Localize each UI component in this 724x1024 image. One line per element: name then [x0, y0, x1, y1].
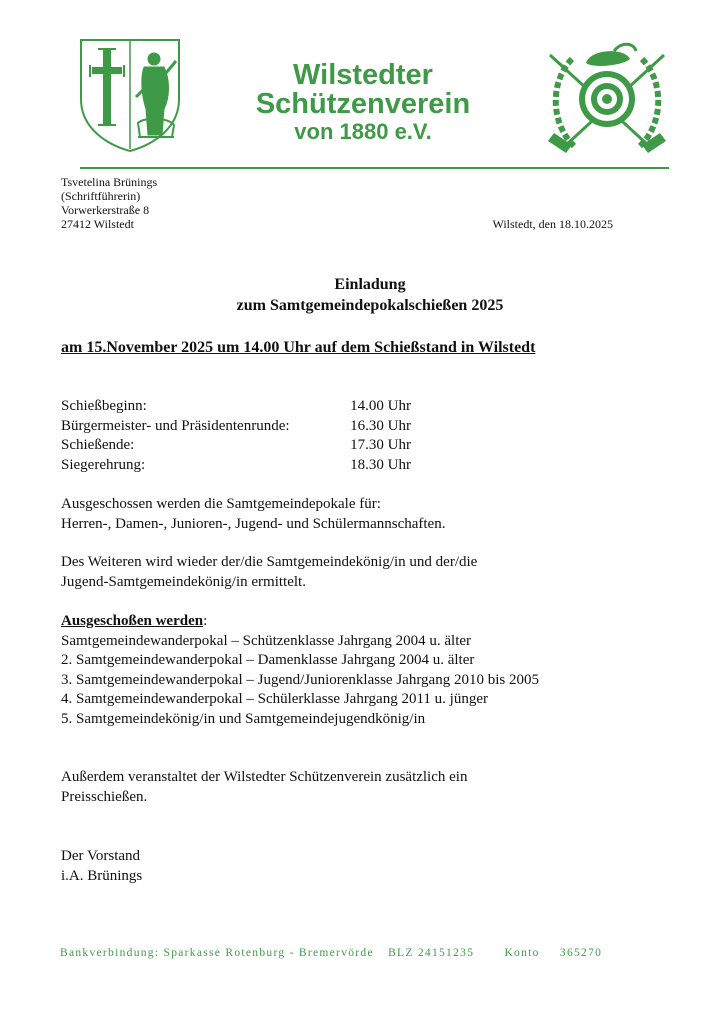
schedule-label: Bürgermeister- und Präsidentenrunde: — [61, 417, 290, 434]
document-subtitle: zum Samtgemeindepokalschießen 2025 — [236, 297, 504, 314]
sender-city: 27412 Wilstedt — [61, 217, 134, 231]
paragraph-koenig — [61, 553, 477, 592]
footer-blz: BLZ 24151235 — [388, 947, 475, 959]
sender-name: Tsvetelina Brünings — [61, 175, 158, 189]
schedule-row — [61, 436, 421, 456]
paragraph-preisschiessen — [61, 768, 467, 807]
footer-account-label: Konto — [504, 947, 540, 959]
schedule-label: Schießende: — [61, 437, 135, 453]
date-line: Wilstedt, den 18.10.2025 — [492, 217, 613, 231]
club-name-line-1: Wilstedter — [293, 59, 433, 91]
paragraph-line: Herren-, Damen-, Junioren-, Jugend- und Schülermannschaften. — [61, 515, 446, 532]
document-title: Einladung — [334, 276, 406, 293]
bank-footer — [60, 947, 626, 959]
coat-of-arms-logo — [78, 37, 182, 153]
list-item: 3. Samtgemeindewanderpokal – Jugend/Juniorenklasse Jahrgang 2010 bis 2005 — [61, 671, 539, 688]
club-name-line-2: Schützenverein — [255, 88, 471, 120]
paragraph-pokale — [61, 495, 445, 534]
list-item: 4. Samtgemeindewanderpokal – Schülerklasse Jahrgang 2011 u. jünger — [61, 691, 488, 707]
paragraph-line: Des Weiteren wird wieder der/die Samtgemeindekönig/in und der/die — [61, 554, 478, 570]
schedule-label: Siegerehrung: — [61, 456, 146, 473]
schedule-time: 16.30 Uhr — [350, 417, 411, 434]
target-emblem-logo — [544, 41, 670, 157]
paragraph-line: Ausgeschossen werden die Samtgemeindepokale für: — [61, 496, 381, 512]
event-subject: am 15.November 2025 um 14.00 Uhr auf dem Schießstand in Wilstedt — [61, 339, 536, 356]
paragraph-line: Jugend-Samtgemeindekönig/in ermittelt. — [61, 573, 306, 590]
schedule-row — [61, 456, 421, 476]
sender-address — [61, 175, 157, 231]
schedule-time: 14.00 Uhr — [350, 398, 411, 414]
schedule-time: 18.30 Uhr — [350, 456, 411, 473]
paragraph-line: Außerdem veranstaltet der Wilstedter Schützenverein zusätzlich ein — [61, 769, 468, 785]
signature-line: Der Vorstand — [61, 848, 141, 864]
schedule-time: 17.30 Uhr — [350, 437, 411, 453]
awards-list — [61, 612, 539, 729]
awards-heading-text: Ausgeschoßen werden — [61, 613, 204, 629]
header-divider — [80, 167, 669, 169]
schedule-row — [61, 417, 421, 437]
footer-account-number: 365270 — [559, 947, 603, 959]
schedule-label: Schießbeginn: — [61, 398, 147, 414]
list-item: 2. Samtgemeindewanderpokal – Damenklasse Jahrgang 2004 u. älter — [61, 652, 475, 668]
signature-line: i.A. Brünings — [61, 867, 143, 884]
club-name-line-3: von 1880 e.V. — [294, 119, 432, 144]
signature — [61, 847, 142, 886]
list-item: Samtgemeindewanderpokal – Schützenklasse Jahrgang 2004 u. älter — [61, 632, 472, 649]
footer-bank: Bankverbindung: Sparkasse Rotenburg - Bremervörde — [60, 947, 374, 959]
list-item: 5. Samtgemeindekönig/in und Samtgemeindejugendkönig/in — [61, 710, 426, 727]
awards-list-heading — [61, 612, 539, 632]
schedule-row — [61, 397, 421, 417]
sender-street: Vorwerkerstraße 8 — [61, 203, 150, 217]
sender-role: (Schriftführerin) — [61, 189, 141, 203]
schedule — [61, 397, 421, 475]
awards-heading-colon: : — [203, 613, 208, 629]
paragraph-line: Preisschießen. — [61, 788, 148, 805]
